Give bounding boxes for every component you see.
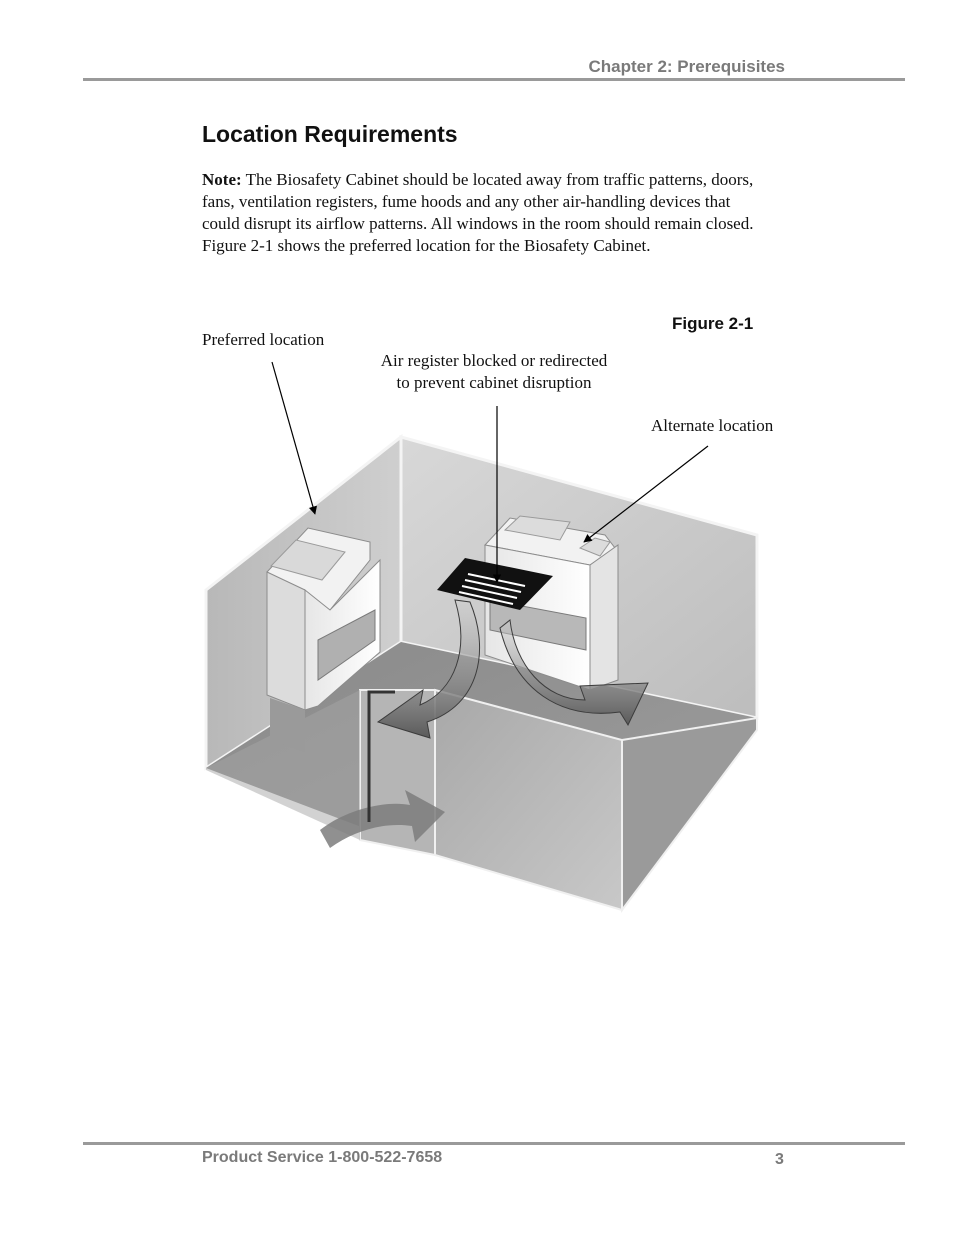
product-service-phone: Product Service 1-800-522-7658 bbox=[202, 1149, 443, 1166]
page-title: Location Requirements bbox=[202, 121, 458, 147]
page-number: 3 bbox=[775, 1151, 784, 1168]
footer-divider bbox=[83, 1142, 905, 1145]
figure-label: Figure 2-1 bbox=[672, 314, 754, 333]
preferred-location-label: Preferred location bbox=[202, 330, 325, 349]
air-register-label-line1: Air register blocked or redirected bbox=[380, 351, 608, 370]
note-label: Note: bbox=[202, 170, 242, 189]
note-text: The Biosafety Cabinet should be located away from traffic patterns, doors, fans, ventilation registers, fume hoods and any other air-handling devices that could disrupt its airflow patterns. All windows in the room should remain closed. Figure 2-1 shows the preferred location for the Biosafety Cabinet. bbox=[202, 170, 754, 255]
alternate-location-label: Alternate location bbox=[651, 416, 774, 435]
air-register-label-line2: to prevent cabinet disruption bbox=[396, 373, 592, 392]
air-register-label bbox=[366, 350, 622, 394]
chapter-header: Chapter 2: Prerequisites bbox=[588, 57, 785, 76]
